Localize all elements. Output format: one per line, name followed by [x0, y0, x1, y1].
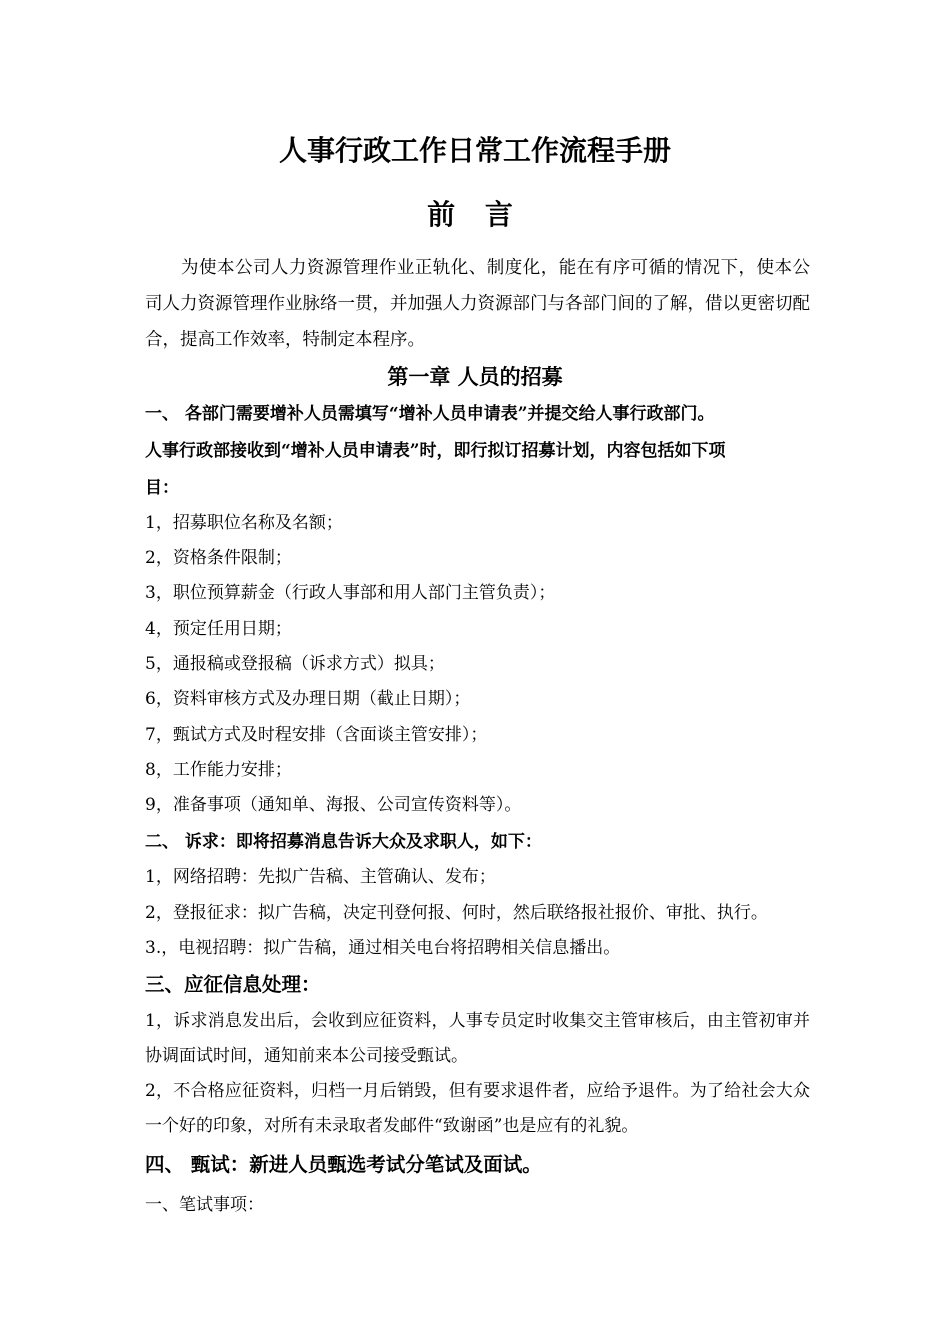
list-item: 3，职位预算薪金（行政人事部和用人部门主管负责）；	[145, 583, 556, 603]
list-item: 6，资料审核方式及办理日期（截止日期）；	[145, 689, 471, 709]
section3-paragraph-2: 2，不合格应征资料，归档一月后销毁，但有要求退件者，应给予退件。为了给社会大众一个好的印象，对所有未录取者发邮件“致谢函”也是应有的礼貌。	[145, 1081, 810, 1136]
list-item: 1，招募职位名称及名额；	[145, 513, 343, 533]
section1-heading-line1: 一、 各部门需要增补人员需填写“增补人员申请表”并提交给人事行政部门。	[145, 404, 715, 424]
list-item: 7，甄试方式及时程安排（含面谈主管安排）；	[145, 725, 488, 745]
section4-subheading: 一、笔试事项：	[145, 1195, 264, 1215]
list-item: 2，资格条件限制；	[145, 548, 292, 568]
preface-heading: 前 言	[427, 198, 523, 231]
preface-paragraph: 为使本公司人力资源管理作业正轨化、制度化，能在有序可循的情况下，使本公司人力资源管理作业脉络一贯，并加强人力资源部门与各部门间的了解，借以更密切配合，提高工作效率，特制定本程序。	[145, 258, 810, 350]
section3-heading: 三、应征信息处理：	[145, 973, 321, 996]
section1-heading-line3: 目：	[145, 478, 179, 498]
list-item: 5，通报稿或登报稿（诉求方式）拟具；	[145, 654, 445, 674]
chapter-title: 第一章 人员的招募	[387, 364, 563, 389]
list-item: 4，预定任用日期；	[145, 619, 292, 639]
section1-heading-line2: 人事行政部接收到“增补人员申请表”时，即行拟订招募计划，内容包括如下项	[145, 441, 726, 461]
list-item: 8，工作能力安排；	[145, 760, 292, 780]
section3-paragraph-1: 1，诉求消息发出后，会收到应征资料，人事专员定时收集交主管审核后，由主管初审并协调面试时间，通知前来本公司接受甄试。	[145, 1011, 810, 1066]
section4-heading: 四、 甄试：新进人员甄选考试分笔试及面试。	[145, 1153, 542, 1176]
list-item: 1，网络招聘：先拟广告稿、主管确认、发布；	[145, 867, 496, 887]
list-item: 3.，电视招聘：拟广告稿，通过相关电台将招聘相关信息播出。	[145, 938, 621, 958]
list-item: 9，准备事项（通知单、海报、公司宣传资料等）。	[145, 795, 522, 815]
list-item: 2，登报征求：拟广告稿，决定刊登何报、何时，然后联络报社报价、审批、执行。	[145, 903, 768, 923]
document-title: 人事行政工作日常工作流程手册	[278, 134, 671, 167]
section2-heading: 二、 诉求：即将招募消息告诉大众及求职人，如下：	[145, 832, 542, 852]
